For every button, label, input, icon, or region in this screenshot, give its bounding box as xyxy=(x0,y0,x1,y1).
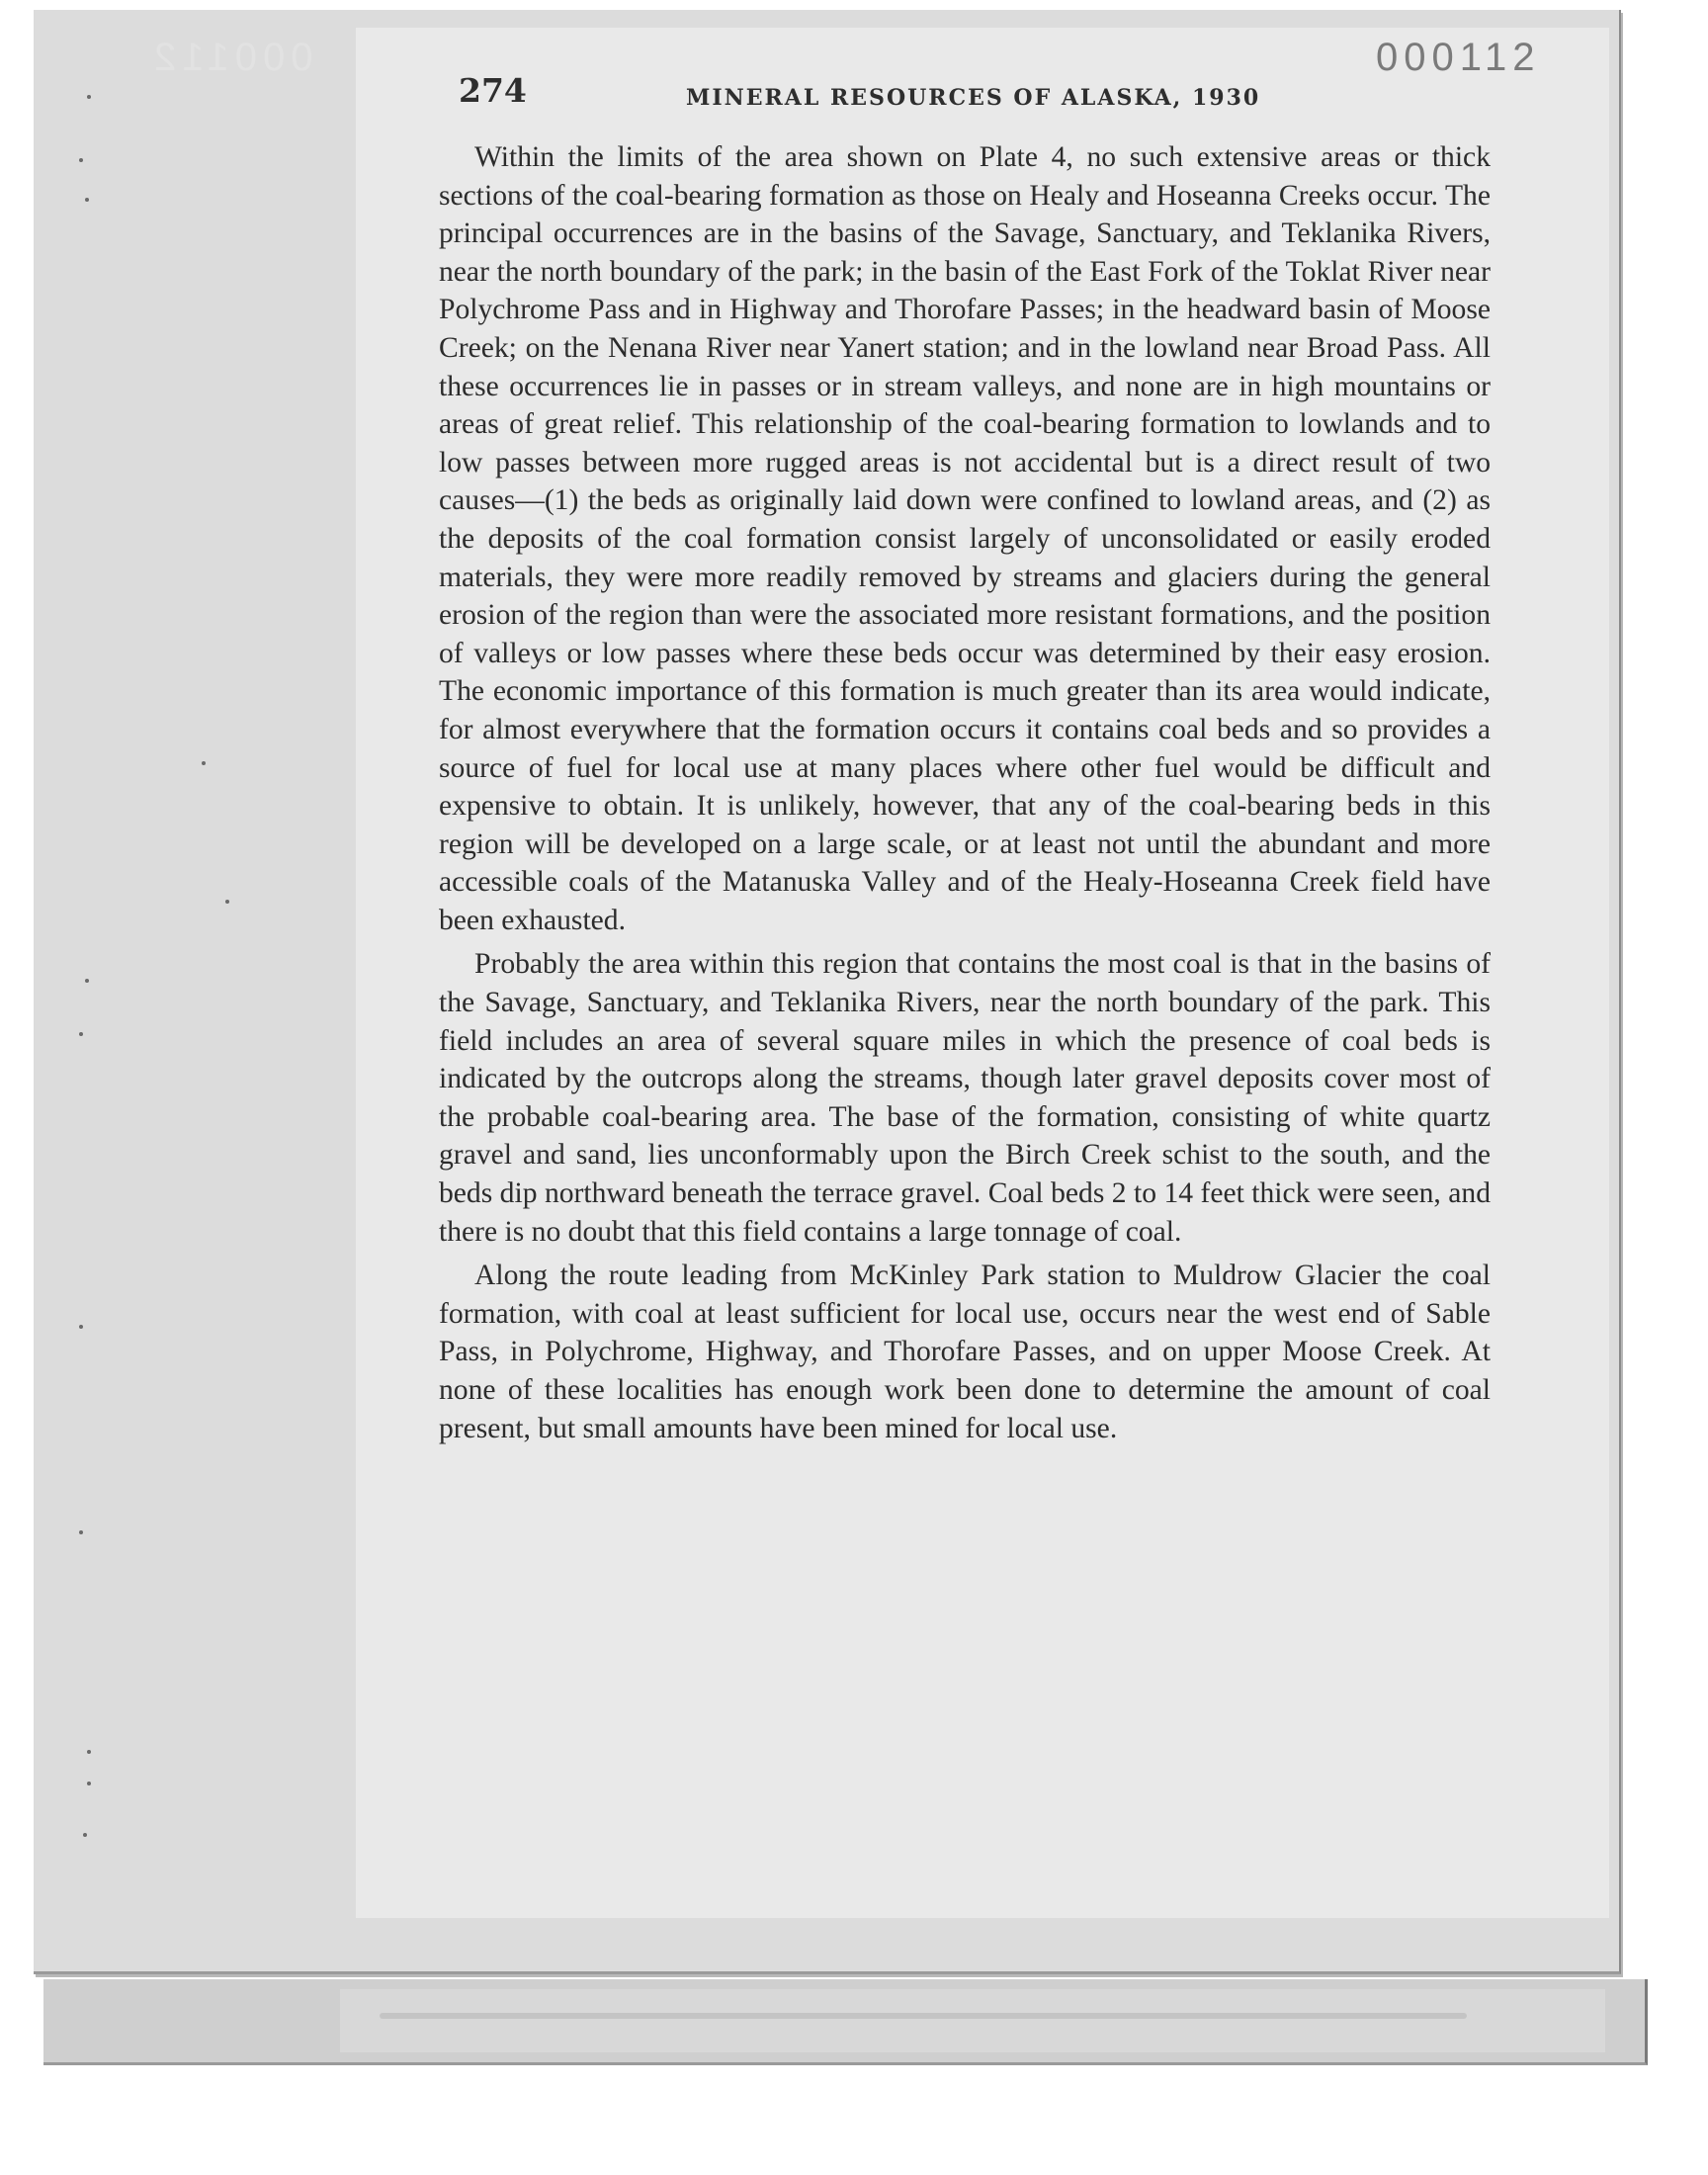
next-frame-page-edge xyxy=(340,1989,1605,2052)
margin-mark xyxy=(79,1032,83,1036)
margin-mark xyxy=(87,1750,91,1754)
margin-mark xyxy=(225,900,229,904)
margin-mark xyxy=(85,198,89,202)
running-head: MINERAL RESOURCES OF ALASKA, 1930 xyxy=(686,85,1261,111)
paragraph: Within the limits of the area shown on Plate 4, no such extensive areas or thick sections of the coal-bearing formation as those on Healy and Hoseanna Creeks occur. The principal occurrences are in the basins of the Savage, Sanctuary, and Teklanika Rivers, near the north boundary of the park; in the basin of the East Fork of the Toklat River near Polychrome Pass and in Highway and Thorofare Passes; in the headward basin of Moose Creek; on the Nenana River near Yanert station; and in the lowland near Broad Pass. All these occurrences lie in passes or in stream valleys, and none are in high mountains or areas of great relief. This relationship of the coal-bearing formation to lowlands and to low passes between more rugged areas is not accidental but is a direct result of two causes—(1) the beds as originally laid down were confined to lowland areas, and (2) as the deposits of the coal formation consist largely of unconsolidated or easily eroded materials, they were more readily removed by streams and glaciers during the general erosion of the region than were the associated more resistant formations, and the position of valleys or low passes where these beds occur was determined by their easy erosion. The economic importance of this formation is much greater than its area would indicate, for almost everywhere that the formation occurs it contains coal beds and so provides a source of fuel for local use at many places where other fuel would be difficult and expensive to obtain. It is unlikely, however, that any of the coal-bearing beds in this region will be developed on a large scale, or at least not until the abundant and more accessible coals of the Matanuska Valley and of the Healy-Hoseanna Creek field have been exhausted. xyxy=(439,141,1491,936)
faint-text-line xyxy=(380,2013,1467,2019)
margin-mark xyxy=(85,979,89,983)
margin-mark xyxy=(87,1782,91,1785)
margin-mark xyxy=(79,158,83,162)
margin-mark xyxy=(87,95,91,99)
paragraph: Probably the area within this region that contains the most coal is that in the basins of the Savage, Sanctuary, and Teklanika Rivers, near the north boundary of the park. This field includes an area of several square miles in which the presence of coal beds is indicated by the outcrops along the streams, though later gravel deposits cover most of the probable coal-bearing area. The base of the formation, consisting of white quartz gravel and sand, lies unconformably upon the Birch Creek schist to the south, and the beds dip northward beneath the terrace gravel. Coal beds 2 to 14 feet thick were seen, and there is no doubt that this field contains a large tonnage of coal. xyxy=(439,948,1491,1248)
bleed-through-document-number: 000112 xyxy=(148,36,313,79)
margin-mark xyxy=(79,1530,83,1534)
next-frame-strip xyxy=(43,1979,1648,2065)
page-number: 274 xyxy=(459,71,527,110)
margin-mark xyxy=(79,1325,83,1329)
document-number: 000112 xyxy=(1376,36,1541,79)
paragraph: Along the route leading from McKinley Park station to Muldrow Glacier the coal formation, with coal at least sufficient for local use, occurs near the west end of Sable Pass, in Polychrome, Highway, and Thorofare Passes, and on upper Moose Creek. At none of these localities has enough work been done to determine the amount of coal present, but small amounts have been mined for local use. xyxy=(439,1260,1491,1444)
body-text xyxy=(439,138,1491,1453)
margin-mark xyxy=(83,1833,87,1837)
margin-mark xyxy=(202,761,206,765)
page-header xyxy=(459,71,1269,119)
